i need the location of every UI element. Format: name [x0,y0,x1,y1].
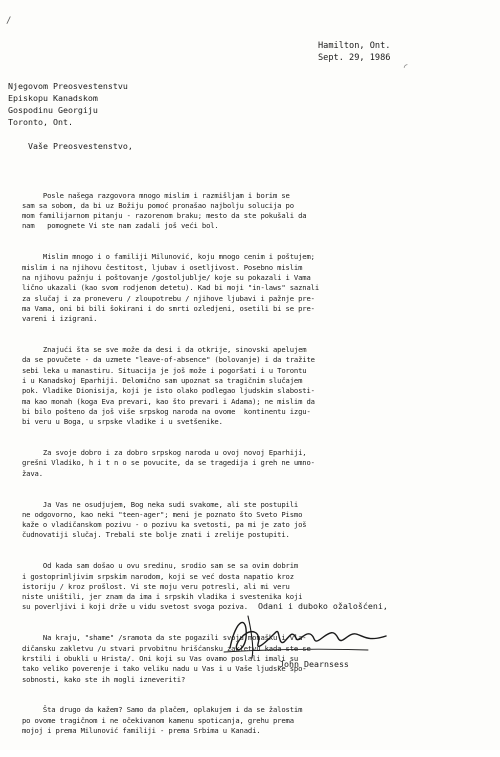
city-line: Hamilton, Ont. [318,41,391,51]
body-paragraph: Posle našega razgovora mnogo mislim i razmišljam i borim se sam sa sobom, da bi uz Božiju pomoć pronašao najbolju solucija po mom familijarnom pitanju - razorenom braku; mesto da ste pokušali da nam pomognete Vi ste nam zadali još veći bol. [22,190,307,231]
address-line: Gospodinu Georgiju [8,105,98,115]
body-paragraph: Na kraju, "shame" /sramota da ste pogazili svoju monašku i vla- dičansku zakletvu /u stvari prvobitnu hrišćansku zakletvu kada ste se krstili i obukli u Hrista/. Oni koji su Vas ovamo poslali imali su tako veliko poverenje i tako veliku nadu u Vas i u Vaše ljudske spo- sobnosti, kako ste ih mogli izneveriti? [22,633,311,684]
margin-check-mark: / [6,16,12,26]
closing-line: Odani i duboko ožalošćeni, [258,601,388,611]
body-paragraph: Mislim mnogo i o familiji Milunović, koju mnogo cenim i poštujem; mislim i na njihovu čestitost, ljubav i osetljivost. Posebno mislim na njihovu pažnju i poštovanje /gostoljublje/ koje su pokazali i Vama lično ukazali (kao svom rodjenom detetu). Kad bi moji "in-laws" saznali za slučaj i za proneveru / zloupotrebu / njihove ljubavi i pažnje pre- ma Vama, oni bi bili šokirani i do smrti ozledjeni, osetili bi se pre- vareni i izigrani. [22,252,320,324]
ink-smudge-mark: ◜ [402,60,410,74]
body-paragraph: Znajući šta se sve može da desi i da otkrije, sinovski apelujem da se povučete - da uzmete "leave-of-absence" (bolovanje) i da tražite sebi leka u manastiru. Situacija je još može i pogoršati i u Torontu i u Kanadskoj Eparhiji. Delomično sam upoznat sa tragičnim slučajem pok. Vladike Dionisija, koji je isto olako podlegao ljudskim slabosti- ma kao monah (koga Eva prevari, kao što prevari i Adama); ne mislim da bi bilo pošteno da još više srpskog naroda na ovome kontinentu izgu- bi veru u Boga, u srpske vladike i u svetšenike. [22,345,315,427]
address-line: Toronto, Ont. [8,117,73,127]
letter-header [318,40,390,64]
body-paragraph: Od kada sam došao u ovu sredinu, srodio sam se sa ovim dobrim i gostoprimljivim srpskim narodom, koji se već dosta napatio kroz istoriju / kroz prošlost. Vi ste moju veru potresli, ali mi veru niste uništili, jer znam da ima i srpskih vladika i svestenika koji su poverljivi i koji drže u vidu svetost svoga poziva. [22,561,303,612]
handwritten-signature [218,608,398,660]
signer-name: John Dearnsess [279,659,349,669]
letter-body [22,170,492,757]
body-paragraph: Šta drugo da kažem? Samo da plačem, oplakujem i da se žalostim po ovome tragičnom i ne očekivanom kamenu spoticanja, grehu prema mojoj i prema Milunović familiji - prema Srbima u Kanadi. [22,705,303,736]
body-paragraph: Ja Vas ne osudjujem, Bog neka sudi svakome, ali ste postupili ne odgovorno, kao neki "teen-ager"; meni je poznato što Sveto Pismo kaže o vladičanskom pozivu - o pozivu ka svetosti, pa mi je zato još čudnovatiji slučaj. Trebali ste bolje znati i zrelije postupiti. [22,499,307,540]
address-line: Episkopu Kanadskom [8,93,98,103]
body-paragraph: Za svoje dobro i za dobro srpskog naroda u ovoj novoj Eparhiji, grešni Vladiko, h i t n o se povucite, da se tragedija i greh ne umno- žava. [22,448,315,478]
address-line: Njegovom Preosvestenstvu [8,81,128,91]
salutation: Vaše Preosvestenstvo, [28,141,133,151]
recipient-address [8,80,128,128]
date-line: Sept. 29, 1986 [318,53,391,63]
